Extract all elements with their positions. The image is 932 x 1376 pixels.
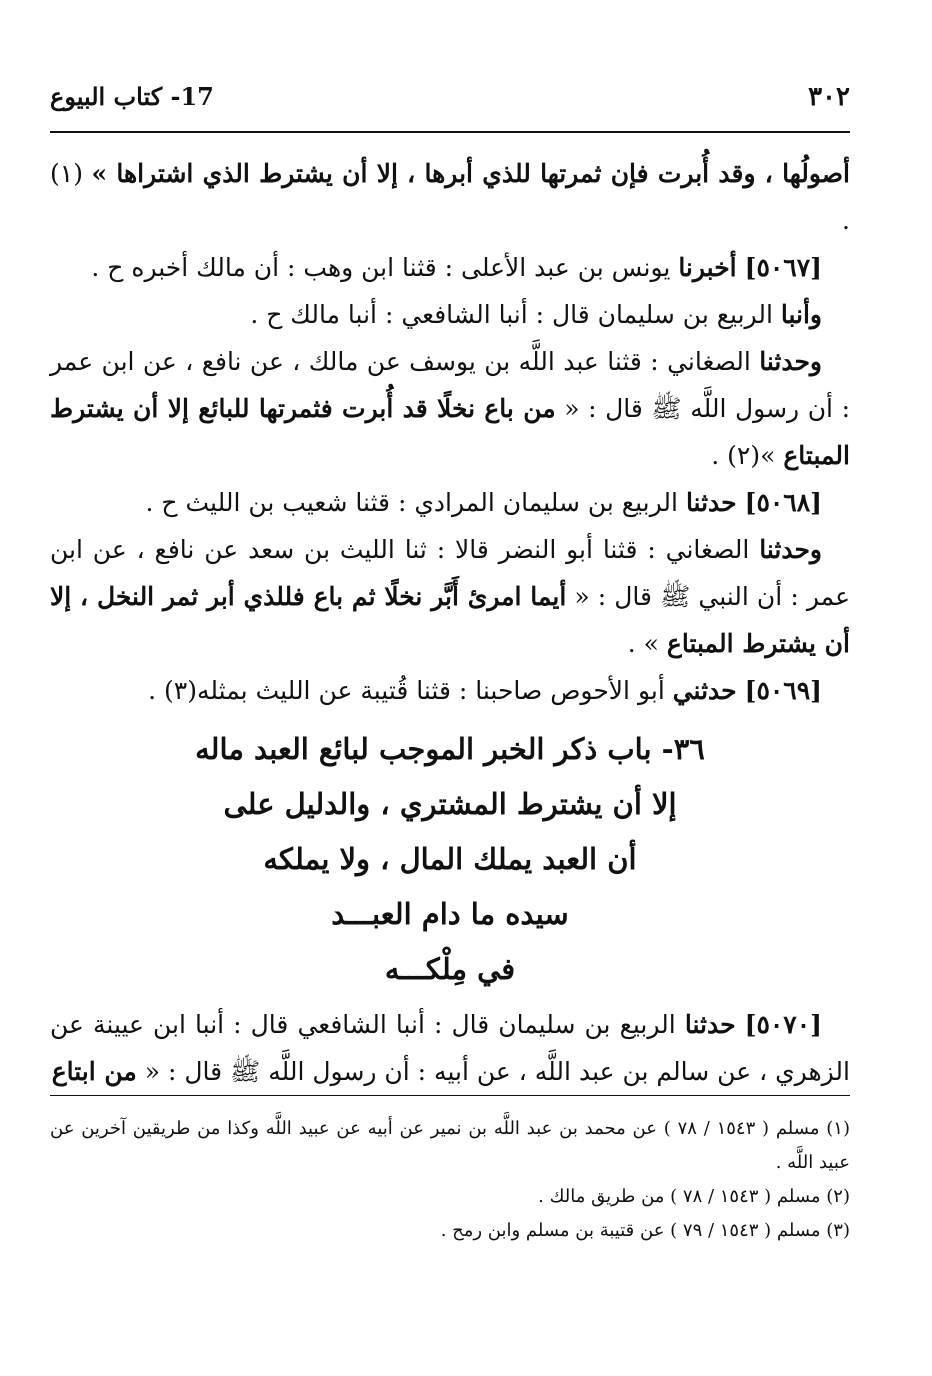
main-text <box>50 150 850 1095</box>
isnad-matn <box>50 338 850 479</box>
isnad-matn <box>50 526 850 667</box>
isnad-line <box>50 291 850 338</box>
hadith-5070 <box>50 1001 850 1095</box>
paragraph-continuation <box>50 150 850 244</box>
running-header <box>50 82 850 126</box>
book-title: 17- كتاب البيوع <box>50 82 214 111</box>
narration-verb: وأنبا <box>780 300 822 329</box>
narration-verb: وحدثنا <box>759 347 822 376</box>
hadith-number: [٥٠٦٩] <box>744 676 822 705</box>
footnote-ref: »(٢) . <box>711 441 776 470</box>
chapter-heading-line: أن العبد يملك المال ، ولا يملكه <box>263 842 637 876</box>
narration-verb: أخبرنا <box>678 253 737 282</box>
isnad-text: أبو الأحوص صاحبنا : قثنا قُتيبة عن الليث بمثله(٣) . <box>148 676 665 705</box>
hadith-text: أصولُها ، وقد أُبرت فإن ثمرتها للذي أبرها ، إلا أن يشترط الذي اشتراها » <box>91 159 850 188</box>
isnad-text: الربيع بن سليمان المرادي : قثنا شعيب بن الليث ح . <box>145 488 678 517</box>
chapter-heading-line: إلا أن يشترط المشتري ، والدليل على <box>223 787 677 821</box>
chapter-heading-line: في مِلْكـــه <box>384 952 516 986</box>
hadith-number: [٥٠٧٠] <box>744 1010 823 1039</box>
isnad-text: يونس بن عبد الأعلى : قثنا ابن وهب : أن مالك أخبره ح . <box>91 253 671 282</box>
isnad-text: الربيع بن سليمان قال : أنبا الشافعي : أنبا مالك ح . <box>250 300 773 329</box>
hadith-5067 <box>50 244 850 291</box>
hadith-number: [٥٠٦٧] <box>744 253 822 282</box>
hadith-5069 <box>50 667 850 714</box>
narration-verb: وحدثنا <box>759 535 822 564</box>
isnad-text: الصغاني : قثنا عبد اللَّه بن يوسف عن مالك ، عن نافع ، عن ابن عمر : أن رسول اللَّه ﷺ قال : « <box>50 347 851 423</box>
narration-verb: حدثنا <box>685 488 737 517</box>
narration-verb: حدثنا <box>684 1010 736 1039</box>
footnotes <box>50 1112 850 1248</box>
hadith-text: أيما امرئ أَبَّر نخلًا ثم باع فللذي أبر ثمر النخل ، إلا أن يشترط المبتاع <box>50 582 850 658</box>
closing-quote: » . <box>627 629 659 658</box>
footnote-rule <box>50 1095 850 1096</box>
isnad-text: الربيع بن سليمان قال : أنبا الشافعي قال : أنبا ابن عيينة عن الزهري ، عن سالم بن عبد اللَّه ، عن أبيه : أن رسول اللَّه ﷺ قال : « <box>50 1010 850 1086</box>
chapter-heading <box>50 722 850 997</box>
hadith-text: من باع نخلًا قد أُبرت فثمرتها للبائع إلا أن يشترط المبتاع <box>50 394 850 470</box>
header-rule <box>50 131 850 133</box>
footnote-2: (٢) مسلم ( ١٥٤٣ / ٧٨ ) من طريق مالك . <box>538 1186 850 1207</box>
chapter-heading-line: ٣٦- باب ذكر الخبر الموجب لبائع العبد ماله <box>195 732 705 766</box>
page-number: ٣٠٢ <box>808 82 850 112</box>
chapter-heading-line: سيده ما دام العبـــد <box>331 897 569 931</box>
footnote-ref: (١) . <box>50 159 850 235</box>
footnote-3: (٣) مسلم ( ١٥٤٣ / ٧٩ ) عن قتيبة بن مسلم وابن رمح . <box>440 1220 850 1241</box>
hadith-5068 <box>50 479 850 526</box>
hadith-text: من ابتاع <box>51 1057 137 1086</box>
isnad-text: الصغاني : قثنا أبو النضر قالا : ثنا الليث بن سعد عن نافع ، عن ابن عمر : أن النبي ﷺ قال : « <box>50 535 850 611</box>
hadith-number: [٥٠٦٨] <box>744 488 822 517</box>
footnote-1: (١) مسلم ( ١٥٤٣ / ٧٨ ) عن محمد بن عبد اللَّه بن نمير عن أبيه عن عبيد اللَّه وكذا من طريقين آخرين عن عبيد اللَّه . <box>50 1118 850 1173</box>
narration-verb: حدثني <box>672 676 737 705</box>
